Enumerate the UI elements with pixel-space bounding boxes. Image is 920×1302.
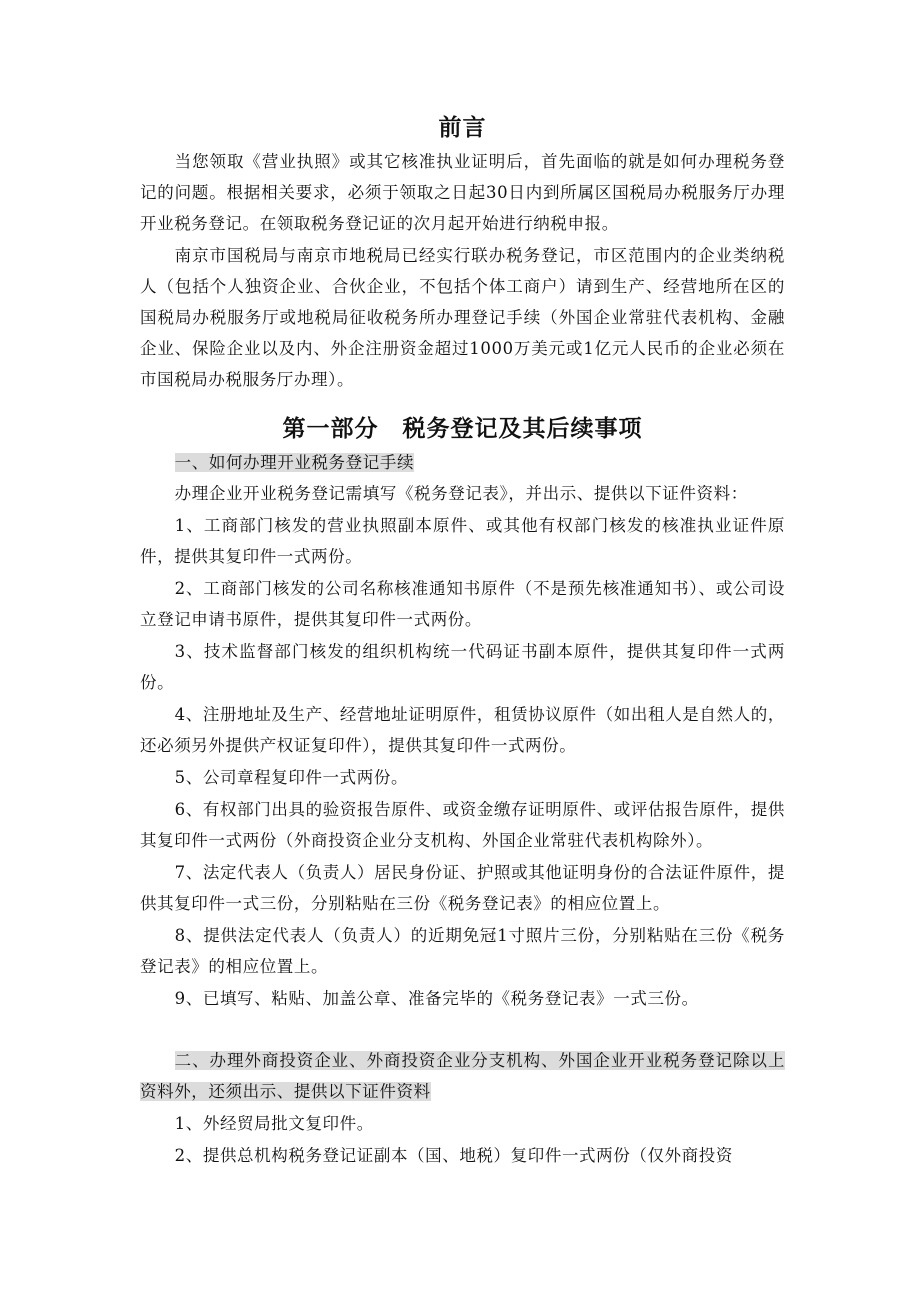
section-one-heading-text: 一、如何办理开业税务登记手续 xyxy=(174,453,415,472)
section-one-heading xyxy=(140,447,785,478)
list-item: 7、法定代表人（负责人）居民身份证、护照或其他证明身份的合法证件原件，提供其复印件一式三份，分别粘贴在三份《税务登记表》的相应位置上。 xyxy=(140,863,785,913)
list-item: 2、工商部门核发的公司名称核准通知书原件（不是预先核准通知书）、或公司设立登记申请书原件，提供其复印件一式两份。 xyxy=(140,579,785,629)
list-item: 6、有权部门出具的验资报告原件、或资金缴存证明原件、或评估报告原件，提供其复印件一式两份（外商投资企业分支机构、外国企业常驻代表机构除外）。 xyxy=(140,800,785,850)
preface-title: 前言 xyxy=(438,115,487,141)
list-item: 5、公司章程复印件一式两份。 xyxy=(174,768,409,787)
section-two-heading-text: 二、办理外商投资企业、外商投资企业分支机构、外国企业开业税务登记除以上资料外，还须出示、提供以下证件资料 xyxy=(140,1051,785,1101)
list-item: 1、外经贸局批文复印件。 xyxy=(174,1114,374,1133)
part-one-title: 第一部分 税务登记及其后续事项 xyxy=(282,416,643,442)
list-item: 4、注册地址及生产、经营地址证明原件，租赁协议原件（如出租人是自然人的，还必须另外提供产权证复印件），提供其复印件一式两份。 xyxy=(140,705,785,755)
list-item: 8、提供法定代表人（负责人）的近期免冠1寸照片三份，分别粘贴在三份《税务登记表》的相应位置上。 xyxy=(140,926,785,976)
list-item: 3、技术监督部门核发的组织机构统一代码证书副本原件，提供其复印件一式两份。 xyxy=(140,642,785,692)
list-item: 9、已填写、粘贴、加盖公章、准备完毕的《税务登记表》一式三份。 xyxy=(174,989,699,1008)
section-one-intro: 办理企业开业税务登记需填写《税务登记表》，并出示、提供以下证件资料： xyxy=(174,484,748,503)
preface-paragraph-1: 当您领取《营业执照》或其它核准执业证明后，首先面临的就是如何办理税务登记的问题。根据相关要求，必须于领取之日起30日内到所属区国税局办税服务厅办理开业税务登记。在领取税务登记证的次月起开始进行纳税申报。 xyxy=(140,152,785,233)
section-two-heading xyxy=(140,1045,785,1107)
list-item: 1、工商部门核发的营业执照副本原件、或其他有权部门核发的核准执业证件原件，提供其复印件一式两份。 xyxy=(140,516,785,566)
document-page xyxy=(140,110,785,1171)
preface-paragraph-2: 南京市国税局与南京市地税局已经实行联办税务登记，市区范围内的企业类纳税人（包括个人独资企业、合伙企业，不包括个体工商户）请到生产、经营地所在区的国税局办税服务厅或地税局征收税务所办理登记手续（外国企业常驻代表机构、金融企业、保险企业以及内、外企注册资金超过1000万美元或1亿元人民币的企业必须在市国税局办税服务厅办理）。 xyxy=(140,246,785,389)
list-item: 2、提供总机构税务登记证副本（国、地税）复印件一式两份（仅外商投资 xyxy=(174,1146,733,1165)
